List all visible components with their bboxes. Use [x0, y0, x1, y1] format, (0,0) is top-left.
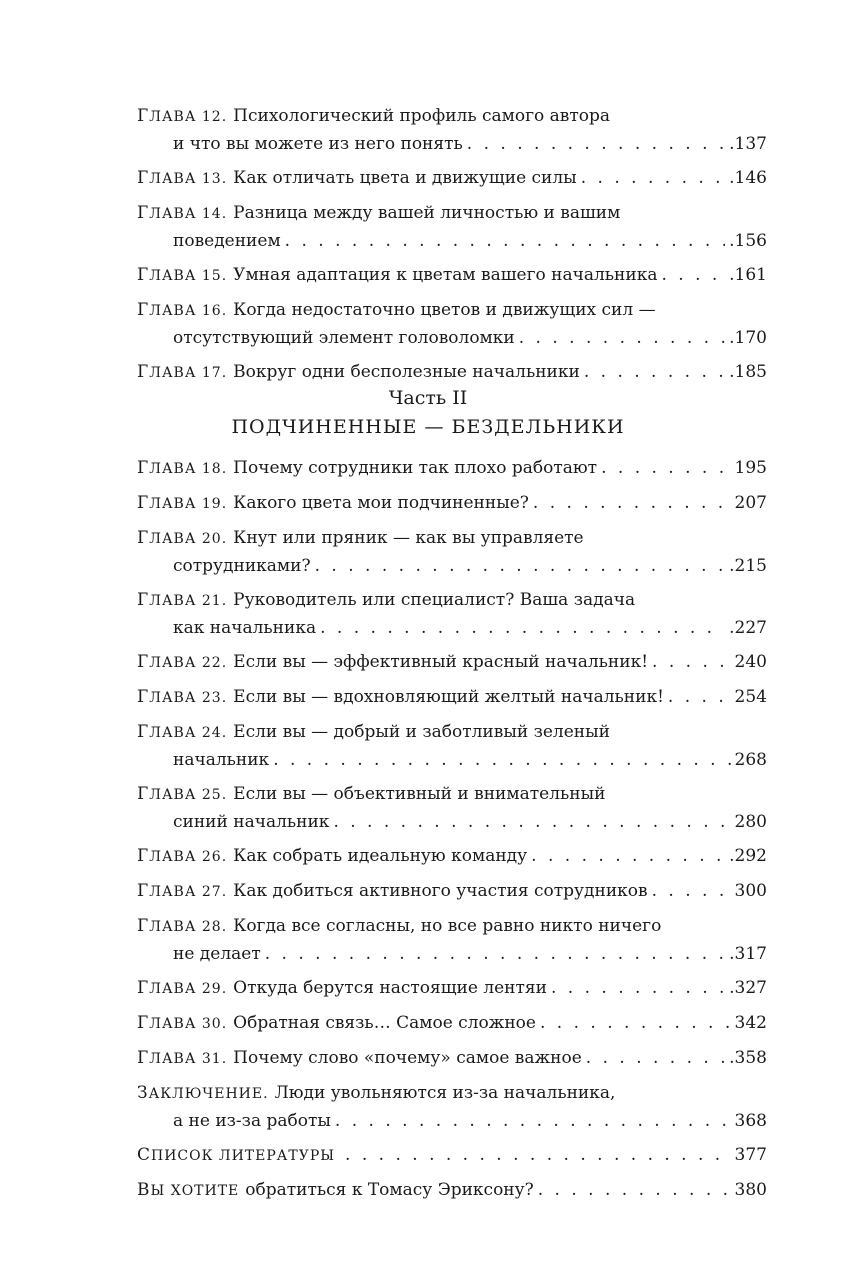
dot-leader	[540, 1010, 731, 1037]
chapter-title: как начальника	[173, 618, 317, 638]
toc-entry	[137, 1080, 767, 1135]
toc-entry-line	[137, 1045, 767, 1073]
toc-entry-line	[137, 1080, 767, 1108]
chapter-title: Руководитель или специалист? Ваша задача	[233, 590, 636, 610]
toc-entry-line	[137, 103, 767, 131]
page-number: 300	[734, 881, 767, 901]
chapter-title: Обратная связь… Самое сложное	[233, 1013, 536, 1033]
toc-entry-line	[137, 649, 767, 677]
toc-entry	[137, 262, 767, 290]
chapter-title: Когда все согласны, но все равно никто ничего	[233, 916, 662, 936]
toc-entry-line	[137, 615, 767, 642]
page-number: 195	[734, 458, 767, 478]
page-number: .161	[729, 265, 767, 285]
dot-leader	[467, 131, 725, 158]
dot-leader	[320, 615, 725, 642]
dot-leader	[285, 228, 725, 255]
toc-entry-line	[137, 553, 767, 580]
page-number: 380	[734, 1180, 767, 1200]
toc-entry-line	[137, 781, 767, 809]
dot-leader	[335, 1108, 731, 1135]
chapter-label: ЗАКЛЮЧЕНИЕ.	[137, 1083, 269, 1103]
page-number: 268	[734, 750, 767, 770]
chapter-title: Как отличать цвета и движущие силы	[233, 168, 577, 188]
toc-entry-line	[137, 325, 767, 352]
page-number: 368	[734, 1111, 767, 1131]
toc-entry	[137, 1045, 767, 1073]
dot-leader	[531, 843, 725, 870]
chapter-label: ГЛАВА 21.	[137, 590, 228, 610]
chapter-title: поведением	[173, 231, 281, 251]
chapter-label: ГЛАВА 16.	[137, 300, 228, 320]
toc-entry	[137, 490, 767, 518]
chapter-label: ВЫ ХОТИТЕ	[137, 1180, 240, 1200]
toc-entry	[137, 649, 767, 677]
chapter-label: ГЛАВА 19.	[137, 493, 228, 513]
chapter-title: не делает	[173, 944, 261, 964]
toc-list-top	[137, 103, 767, 394]
chapter-title: и что вы можете из него понять	[173, 134, 463, 154]
dot-leader	[652, 649, 731, 676]
part-label: Часть II	[388, 387, 468, 409]
chapter-title: Когда недостаточно цветов и движущих сил —	[233, 300, 656, 320]
toc-entry-line	[137, 455, 767, 483]
page-number: 342	[734, 1013, 767, 1033]
chapter-label: ГЛАВА 22.	[137, 652, 228, 672]
toc-entry	[137, 684, 767, 712]
toc-entry-line	[137, 843, 767, 871]
toc-entry	[137, 525, 767, 580]
page-number: 280	[734, 812, 767, 832]
dot-leader	[273, 747, 730, 774]
page-number: .317	[729, 944, 767, 964]
page-number: .146	[729, 168, 767, 188]
toc-entry-line	[137, 684, 767, 712]
chapter-label: ГЛАВА 17.	[137, 362, 228, 382]
chapter-title: Люди увольняются из-за начальника,	[274, 1083, 616, 1103]
toc-list-bottom	[137, 455, 767, 1212]
chapter-title: Кнут или пряник — как вы управляете	[233, 528, 584, 548]
chapter-title: начальник	[173, 750, 270, 770]
toc-entry	[137, 455, 767, 483]
chapter-title: Какого цвета мои подчиненные?	[233, 493, 529, 513]
toc-entry	[137, 1177, 767, 1205]
chapter-title: обратиться к Томасу Эриксону?	[245, 1180, 534, 1200]
toc-entry-line	[137, 1010, 767, 1038]
toc-entry	[137, 1142, 767, 1170]
dot-leader	[533, 490, 731, 517]
chapter-label: ГЛАВА 18.	[137, 458, 228, 478]
toc-entry-line	[137, 297, 767, 325]
dot-leader	[551, 975, 725, 1002]
chapter-title: синий начальник	[173, 812, 330, 832]
toc-entry-line	[137, 1142, 767, 1170]
toc-entry-line	[137, 165, 767, 193]
dot-leader	[538, 1177, 731, 1204]
chapter-title: Если вы — вдохновляющий желтый начальник!	[233, 687, 664, 707]
dot-leader	[345, 1142, 731, 1169]
toc-entry-line	[137, 587, 767, 615]
chapter-label: ГЛАВА 20.	[137, 528, 228, 548]
page-number: 240	[734, 652, 767, 672]
chapter-label: ГЛАВА 23.	[137, 687, 228, 707]
toc-entry	[137, 297, 767, 352]
toc-entry-line	[137, 262, 767, 290]
dot-leader	[519, 325, 725, 352]
page-number: 377	[734, 1145, 767, 1165]
chapter-title: Вокруг одни бесполезные начальники	[233, 362, 580, 382]
chapter-label: ГЛАВА 25.	[137, 784, 228, 804]
chapter-title: Откуда берутся настоящие лентяи	[233, 978, 547, 998]
chapter-label: ГЛАВА 13.	[137, 168, 228, 188]
toc-entry	[137, 843, 767, 871]
toc-entry	[137, 359, 767, 387]
chapter-title: Почему слово «почему» самое важное	[233, 1048, 582, 1068]
dot-leader	[586, 1045, 725, 1072]
dot-leader	[668, 684, 731, 711]
page-number: .227	[729, 618, 767, 638]
toc-entry-line	[137, 747, 767, 774]
toc-entry	[137, 781, 767, 836]
dot-leader	[601, 455, 730, 482]
toc-entry	[137, 975, 767, 1003]
chapter-title: Разница между вашей личностью и вашим	[233, 203, 621, 223]
chapter-label: ГЛАВА 29.	[137, 978, 228, 998]
toc-entry	[137, 878, 767, 906]
part-heading	[0, 384, 856, 442]
chapter-title: Психологический профиль самого автора	[233, 106, 611, 126]
page-number: .185	[729, 362, 767, 382]
page-number: .292	[729, 846, 767, 866]
toc-entry-line	[137, 228, 767, 255]
dot-leader	[333, 809, 730, 836]
toc-entry	[137, 587, 767, 642]
dot-leader	[652, 878, 731, 905]
toc-entry-line	[137, 490, 767, 518]
page-number: 254	[734, 687, 767, 707]
toc-entry	[137, 165, 767, 193]
toc-entry-line	[137, 200, 767, 228]
page-number: .215	[729, 556, 767, 576]
chapter-label: ГЛАВА 14.	[137, 203, 228, 223]
toc-entry	[137, 913, 767, 968]
toc-entry	[137, 1010, 767, 1038]
page-number: .156	[729, 231, 767, 251]
toc-entry	[137, 200, 767, 255]
dot-leader	[584, 359, 725, 386]
part-title: ПОДЧИНЕННЫЕ — БЕЗДЕЛЬНИКИ	[231, 416, 625, 438]
page-number: .137	[729, 134, 767, 154]
toc-entry	[137, 719, 767, 774]
toc-entry-line	[137, 131, 767, 158]
chapter-label: ГЛАВА 31.	[137, 1048, 228, 1068]
chapter-label: СПИСОК ЛИТЕРАТУРЫ	[137, 1145, 336, 1165]
toc-entry-line	[137, 975, 767, 1003]
toc-entry-line	[137, 913, 767, 941]
chapter-title: Почему сотрудники так плохо работают	[233, 458, 598, 478]
toc-entry-line	[137, 359, 767, 387]
toc-entry-line	[137, 1177, 767, 1205]
dot-leader	[315, 553, 726, 580]
page-number: .358	[729, 1048, 767, 1068]
chapter-label: ГЛАВА 27.	[137, 881, 228, 901]
toc-entry	[137, 103, 767, 158]
page-number: 207	[734, 493, 767, 513]
chapter-label: ГЛАВА 26.	[137, 846, 228, 866]
chapter-title: сотрудниками?	[173, 556, 311, 576]
chapter-title: Если вы — объективный и внимательный	[233, 784, 606, 804]
chapter-title: а не из-за работы	[173, 1111, 331, 1131]
chapter-title: отсутствующий элемент головоломки	[173, 328, 515, 348]
chapter-label: ГЛАВА 15.	[137, 265, 228, 285]
chapter-title: Как добиться активного участия сотрудников	[233, 881, 648, 901]
dot-leader	[581, 165, 725, 192]
chapter-label: ГЛАВА 30.	[137, 1013, 228, 1033]
chapter-label: ГЛАВА 24.	[137, 722, 228, 742]
toc-entry-line	[137, 1108, 767, 1135]
chapter-title: Как собрать идеальную команду	[233, 846, 528, 866]
toc-entry-line	[137, 941, 767, 968]
chapter-label: ГЛАВА 12.	[137, 106, 228, 126]
page-number: .170	[729, 328, 767, 348]
toc-entry-line	[137, 809, 767, 836]
toc-entry-line	[137, 719, 767, 747]
chapter-label: ГЛАВА 28.	[137, 916, 228, 936]
toc-entry-line	[137, 878, 767, 906]
toc-entry-line	[137, 525, 767, 553]
chapter-title: Умная адаптация к цветам вашего начальника	[233, 265, 658, 285]
page-number: .327	[729, 978, 767, 998]
dot-leader	[265, 941, 725, 968]
dot-leader	[661, 262, 725, 289]
chapter-title: Если вы — добрый и заботливый зеленый	[233, 722, 610, 742]
chapter-title: Если вы — эффективный красный начальник!	[233, 652, 649, 672]
